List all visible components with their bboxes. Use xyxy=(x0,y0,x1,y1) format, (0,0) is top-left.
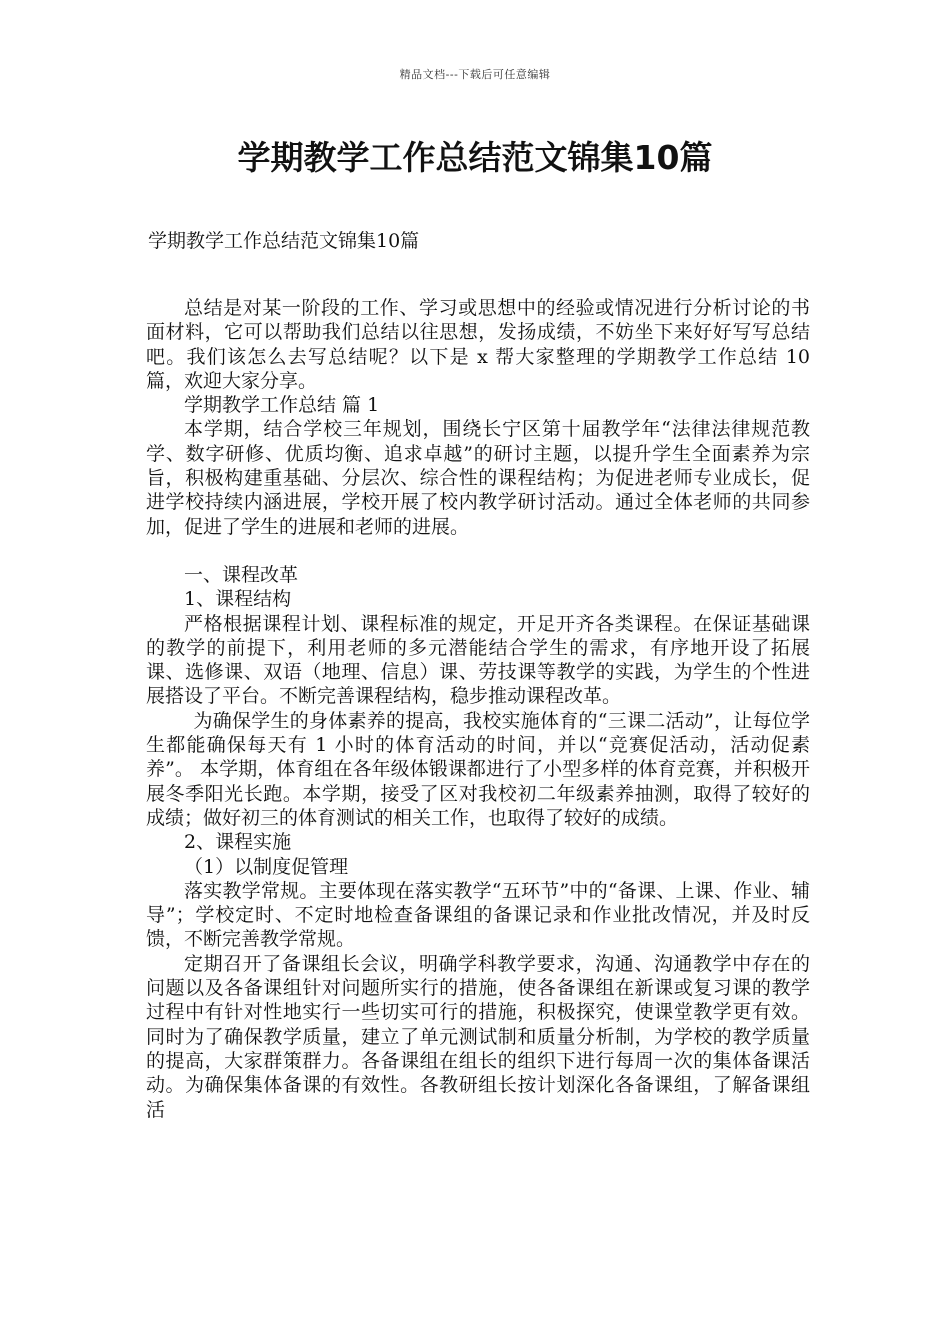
heading-management-by-system: （1）以制度促管理 xyxy=(184,855,349,878)
paragraph-curriculum-structure: 严格根据课程计划、课程标准的规定，开足开齐各类课程。在保证基础课的教学的前提下，利用老师的多元潜能结合学生的需求，有序地开设了拓展课、选修课、双语（地理、信息）课、劳技课等教学的实践，为学生的个性进展搭设了平台。不断完善课程结构，稳步推动课程改革。 xyxy=(146,612,810,708)
document-title: 学期教学工作总结范文锦集10篇 xyxy=(237,138,713,177)
paragraph-teaching-routine: 落实教学常规。主要体现在落实教学“五环节”中的“备课、上课、作业、辅导”；学校定时、不定时地检查备课组的备课记录和作业批改情况，并及时反馈，不断完善教学常规。 xyxy=(146,879,810,951)
heading-curriculum-reform: 一、课程改革 xyxy=(184,563,299,586)
heading-curriculum-implementation: 2、课程实施 xyxy=(184,831,292,854)
paragraph-intro: 总结是对某一阶段的工作、学习或思想中的经验或情况进行分析讨论的书面材料，它可以帮助我们总结以往思想，发扬成绩，不妨坐下来好好写写总结吧。我们该怎么去写总结呢？以下是 x 帮大家整理的学期教学工作总结 10 篇，欢迎大家分享。 xyxy=(146,297,810,392)
paragraph-semester-overview: 本学期，结合学校三年规划，围绕长宁区第十届教学年“法律法律规范教学、数字研修、优质均衡、追求卓越”的研讨主题，以提升学生全面素养为宗旨，积极构建重基础、分层次、综合性的课程结构；为促进老师专业成长，促进学校持续内涵进展，学校开展了校内教学研讨活动。通过全体老师的共同参加，促进了学生的进展和老师的进展。 xyxy=(146,418,810,538)
heading-curriculum-structure: 1、课程结构 xyxy=(184,588,292,611)
paragraph-lesson-preparation: 定期召开了备课组长会议，明确学科教学要求，沟通、沟通教学中存在的问题以及各备课组针对问题所实行的措施，使各备课组在新课或复习课的教学过程中有针对性地实行一些切实可行的措施，积极探究，使课堂教学更有效。同时为了确保教学质量，建立了单元测试制和质量分析制，为学校的教学质量的提高，大家群策群力。各备课组在组长的组织下进行每周一次的集体备课活动。为确保集体备课的有效性。各教研组长按计划深化各备课组，了解备课组活 xyxy=(146,952,810,1121)
header-note: 精品文档---下载后可任意编辑 xyxy=(399,68,551,81)
section-heading-part-1: 学期教学工作总结 篇 1 xyxy=(184,394,380,417)
paragraph-physical-education: 为确保学生的身体素养的提高，我校实施体育的“三课二活动”，让每位学生都能确保每天有 1 小时的体育活动的时间，并以“竞赛促活动，活动促素养”。 本学期，体育组在各年级体锻课都进行了小型多样的体育竞赛，并积极开展冬季阳光长跑。本学期，接受了区对我校初二年级素养抽测，取得了较好的成绩；做好初三的体育测试的相关工作，也取得了较好的成绩。 xyxy=(146,709,810,829)
document-body xyxy=(146,296,810,1122)
document-subtitle: 学期教学工作总结范文锦集10篇 xyxy=(148,230,420,252)
